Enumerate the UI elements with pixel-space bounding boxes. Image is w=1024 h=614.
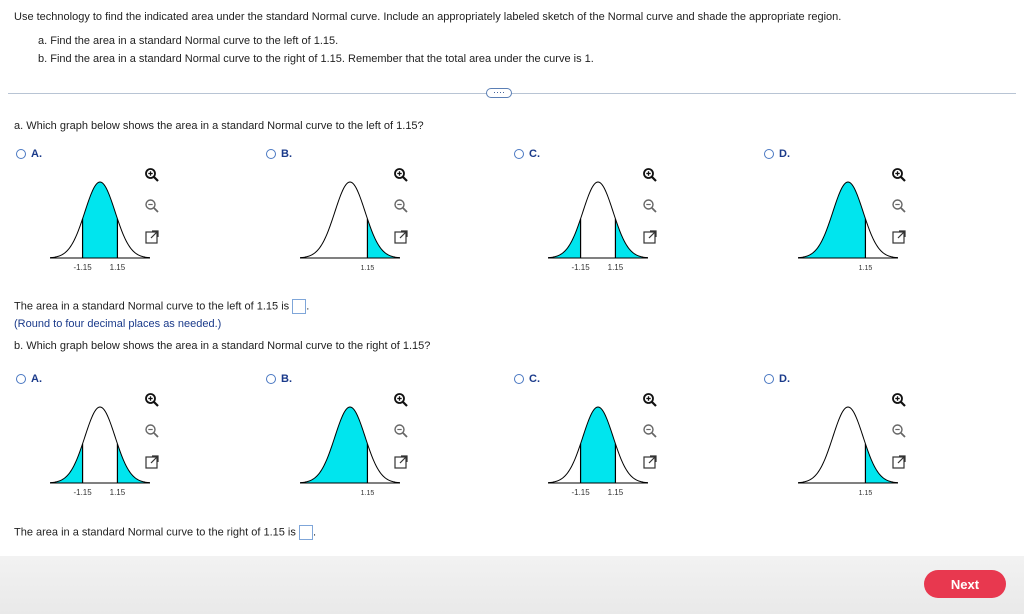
show-more-button[interactable]: ····	[486, 88, 512, 98]
graph-tools	[392, 166, 409, 245]
graph-b-a	[50, 401, 150, 501]
zoom-out-icon[interactable]	[641, 422, 658, 439]
tick-label: 1.15	[360, 490, 375, 497]
tick-label: 1.15	[858, 490, 873, 497]
normal-curve	[300, 182, 400, 258]
zoom-out-icon[interactable]	[143, 422, 160, 439]
tick-label: -1.15	[571, 488, 590, 497]
zoom-in-icon[interactable]	[890, 391, 907, 408]
tick-label: 1.15	[858, 265, 873, 272]
shaded-region	[83, 182, 118, 258]
normal-curve	[548, 182, 648, 258]
shaded-region	[581, 407, 616, 483]
option-label: C.	[529, 148, 540, 160]
tick-label: 1.15	[109, 263, 126, 272]
zoom-in-icon[interactable]	[641, 391, 658, 408]
zoom-out-icon[interactable]	[890, 197, 907, 214]
graph-a-a	[50, 176, 150, 276]
graph-b-d	[798, 401, 898, 501]
graph-b-b	[300, 401, 400, 501]
next-button[interactable]: Next	[924, 570, 1006, 598]
graph-tools	[392, 391, 409, 470]
option-b-b[interactable]	[266, 373, 292, 385]
normal-curve	[50, 407, 150, 483]
zoom-out-icon[interactable]	[641, 197, 658, 214]
radio-button[interactable]	[16, 374, 26, 384]
tick-label: 1.15	[607, 263, 624, 272]
zoom-out-icon[interactable]	[890, 422, 907, 439]
zoom-in-icon[interactable]	[392, 166, 409, 183]
option-a-c[interactable]	[514, 148, 540, 160]
option-label: D.	[779, 373, 790, 385]
option-label: D.	[779, 148, 790, 160]
round-note: (Round to four decimal places as needed.)	[14, 318, 222, 330]
graph-b-c	[548, 401, 648, 501]
section-a-prompt: a. Which graph below shows the area in a standard Normal curve to the left of 1.15?	[14, 120, 424, 132]
popout-icon[interactable]	[392, 453, 409, 470]
answer-b-line	[14, 525, 316, 540]
answer-a-line	[14, 299, 309, 314]
radio-button[interactable]	[514, 149, 524, 159]
zoom-in-icon[interactable]	[392, 391, 409, 408]
shaded-region	[798, 182, 865, 258]
normal-curve	[798, 407, 898, 483]
section-b-prompt: b. Which graph below shows the area in a standard Normal curve to the right of 1.15?	[14, 340, 431, 352]
popout-icon[interactable]	[890, 228, 907, 245]
graph-tools	[143, 391, 160, 470]
tick-label: 1.15	[109, 488, 126, 497]
radio-button[interactable]	[764, 374, 774, 384]
zoom-in-icon[interactable]	[143, 391, 160, 408]
option-b-d[interactable]	[764, 373, 790, 385]
option-label: A.	[31, 373, 42, 385]
footer-bar	[0, 556, 1024, 614]
option-label: B.	[281, 373, 292, 385]
tick-label: -1.15	[571, 263, 590, 272]
option-label: A.	[31, 148, 42, 160]
graph-tools	[641, 391, 658, 470]
radio-button[interactable]	[16, 149, 26, 159]
instruction-text: Use technology to find the indicated area under the standard Normal curve. Include an appropriately labeled sketch of the Normal curve and shade the appropriate region.	[14, 11, 842, 23]
answer-b-prefix: The area in a standard Normal curve to the right of 1.15 is	[14, 526, 296, 539]
radio-button[interactable]	[514, 374, 524, 384]
answer-a-prefix: The area in a standard Normal curve to the left of 1.15 is	[14, 300, 290, 313]
graph-tools	[890, 166, 907, 245]
answer-a-suffix: .	[306, 300, 310, 313]
popout-icon[interactable]	[143, 453, 160, 470]
popout-icon[interactable]	[641, 453, 658, 470]
zoom-in-icon[interactable]	[143, 166, 160, 183]
shaded-region	[300, 407, 367, 483]
popout-icon[interactable]	[641, 228, 658, 245]
radio-button[interactable]	[266, 374, 276, 384]
option-b-a[interactable]	[16, 373, 42, 385]
popout-icon[interactable]	[143, 228, 160, 245]
answer-b-input[interactable]	[299, 525, 313, 540]
zoom-out-icon[interactable]	[143, 197, 160, 214]
tick-label: 1.15	[607, 488, 624, 497]
tick-label: -1.15	[73, 488, 92, 497]
graph-a-d	[798, 176, 898, 276]
answer-b-suffix: .	[312, 526, 316, 539]
radio-button[interactable]	[266, 149, 276, 159]
graph-a-c	[548, 176, 648, 276]
answer-a-input[interactable]	[292, 299, 306, 314]
option-label: C.	[529, 373, 540, 385]
graph-tools	[890, 391, 907, 470]
option-a-b[interactable]	[266, 148, 292, 160]
zoom-out-icon[interactable]	[392, 422, 409, 439]
tick-label: 1.15	[360, 265, 375, 272]
tick-label: -1.15	[73, 263, 92, 272]
popout-icon[interactable]	[392, 228, 409, 245]
graph-tools	[143, 166, 160, 245]
option-a-d[interactable]	[764, 148, 790, 160]
part-b-text: b. Find the area in a standard Normal curve to the right of 1.15. Remember that the total area under the curve is 1.	[38, 53, 594, 65]
radio-button[interactable]	[764, 149, 774, 159]
graph-tools	[641, 166, 658, 245]
zoom-in-icon[interactable]	[641, 166, 658, 183]
zoom-out-icon[interactable]	[392, 197, 409, 214]
popout-icon[interactable]	[890, 453, 907, 470]
option-label: B.	[281, 148, 292, 160]
part-a-text: a. Find the area in a standard Normal curve to the left of 1.15.	[38, 35, 339, 47]
option-b-c[interactable]	[514, 373, 540, 385]
divider	[8, 93, 1016, 94]
zoom-in-icon[interactable]	[890, 166, 907, 183]
option-a-a[interactable]	[16, 148, 42, 160]
graph-a-b	[300, 176, 400, 276]
